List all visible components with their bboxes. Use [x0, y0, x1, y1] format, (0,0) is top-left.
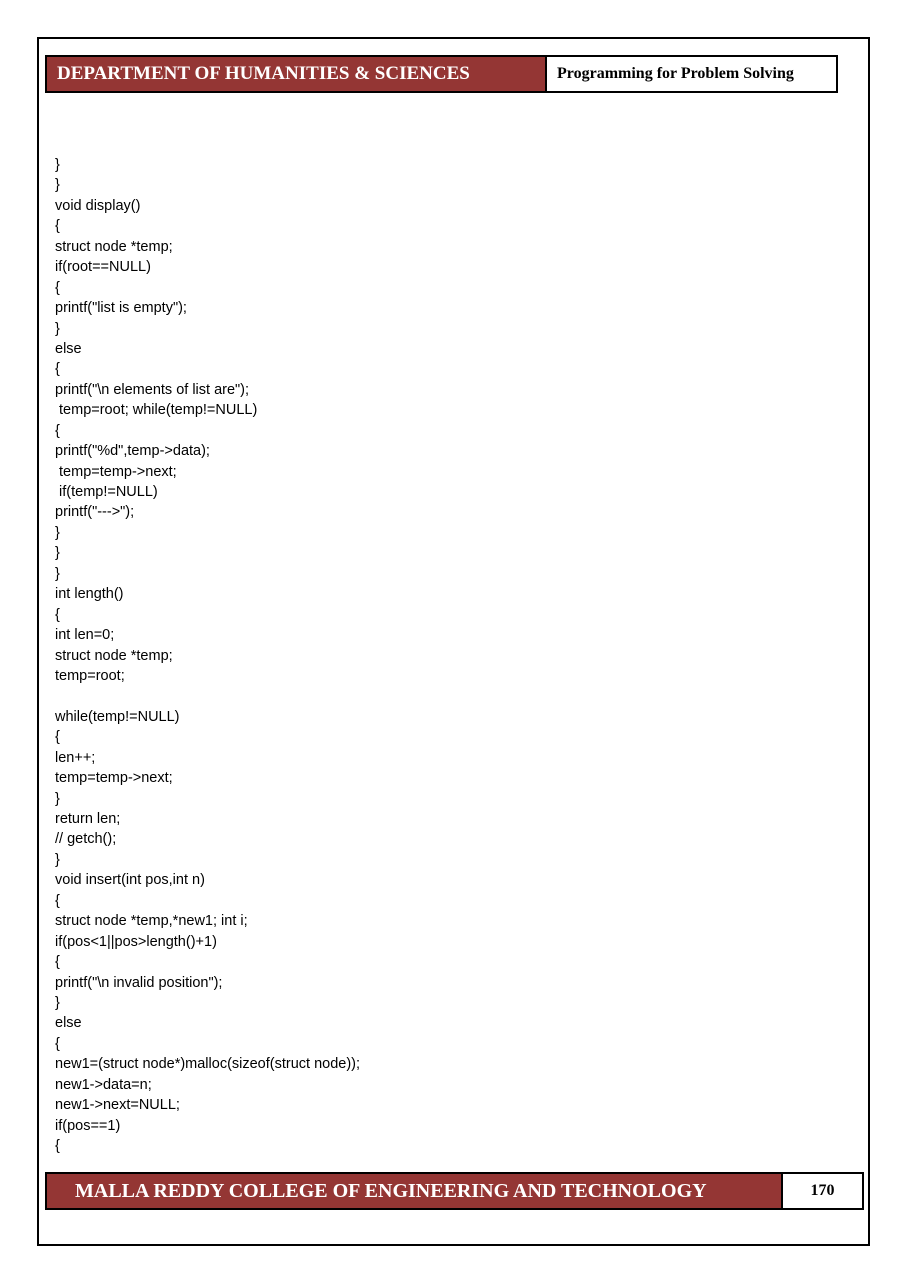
code-line: {	[55, 422, 60, 439]
code-line: while(temp!=NULL)	[55, 708, 180, 725]
code-line: else	[55, 340, 82, 357]
code-line: temp=root;	[55, 667, 125, 684]
code-line: else	[55, 1015, 82, 1032]
code-line: // getch();	[55, 831, 117, 848]
code-line: }	[55, 994, 60, 1011]
code-line: printf("--->");	[55, 504, 135, 521]
code-line: }	[55, 565, 60, 582]
code-line: int length()	[55, 586, 124, 603]
code-line: {	[55, 892, 60, 909]
code-block	[55, 155, 835, 1156]
code-line	[55, 686, 835, 706]
code-line: struct node *temp;	[55, 238, 173, 255]
code-line: {	[55, 361, 60, 378]
code-line: printf("%d",temp->data);	[55, 443, 210, 460]
code-line: new1->data=n;	[55, 1076, 152, 1093]
subject-title: Programming for Problem Solving	[557, 65, 794, 82]
code-line: printf("list is empty");	[55, 300, 187, 317]
code-line: void insert(int pos,int n)	[55, 872, 205, 889]
page-footer	[45, 1172, 864, 1210]
code-line: if(pos==1)	[55, 1117, 121, 1134]
code-line: len++;	[55, 749, 96, 766]
code-line: {	[55, 606, 60, 623]
code-line: {	[55, 1035, 60, 1052]
code-line: {	[55, 954, 60, 971]
code-line: int len=0;	[55, 627, 115, 644]
code-line: printf("\n invalid position");	[55, 974, 223, 991]
code-line: }	[55, 157, 60, 173]
code-line: if(pos<1||pos>length()+1)	[55, 933, 217, 950]
code-line: struct node *temp,*new1; int i;	[55, 913, 248, 930]
code-line: }	[55, 790, 60, 807]
code-line: }	[55, 524, 60, 541]
code-line: new1=(struct node*)malloc(sizeof(struct node));	[55, 1056, 361, 1073]
code-line: }	[55, 545, 60, 562]
code-line: struct node *temp;	[55, 647, 173, 664]
code-line: temp=root; while(temp!=NULL)	[55, 402, 258, 419]
code-line: }	[55, 177, 60, 194]
code-line: temp=temp->next;	[55, 770, 173, 787]
code-line: {	[55, 729, 60, 746]
code-line: void display()	[55, 197, 141, 214]
code-line: {	[55, 1138, 60, 1154]
code-line: }	[55, 320, 60, 337]
code-line: return len;	[55, 811, 121, 827]
code-line: }	[55, 851, 60, 868]
page-number: 170	[810, 1182, 835, 1199]
code-line: printf("\n elements of list are");	[55, 381, 250, 398]
code-line: temp=temp->next;	[55, 463, 177, 480]
page-header	[45, 55, 838, 93]
college-name: MALLA REDDY COLLEGE OF ENGINEERING AND TECHNOLOGY	[47, 1174, 783, 1208]
code-line: {	[55, 279, 60, 296]
department-title: DEPARTMENT OF HUMANITIES & SCIENCES	[47, 57, 547, 91]
code-line: new1->next=NULL;	[55, 1097, 180, 1114]
code-line: {	[55, 218, 60, 235]
code-line: if(root==NULL)	[55, 259, 151, 276]
code-line: if(temp!=NULL)	[55, 484, 158, 500]
